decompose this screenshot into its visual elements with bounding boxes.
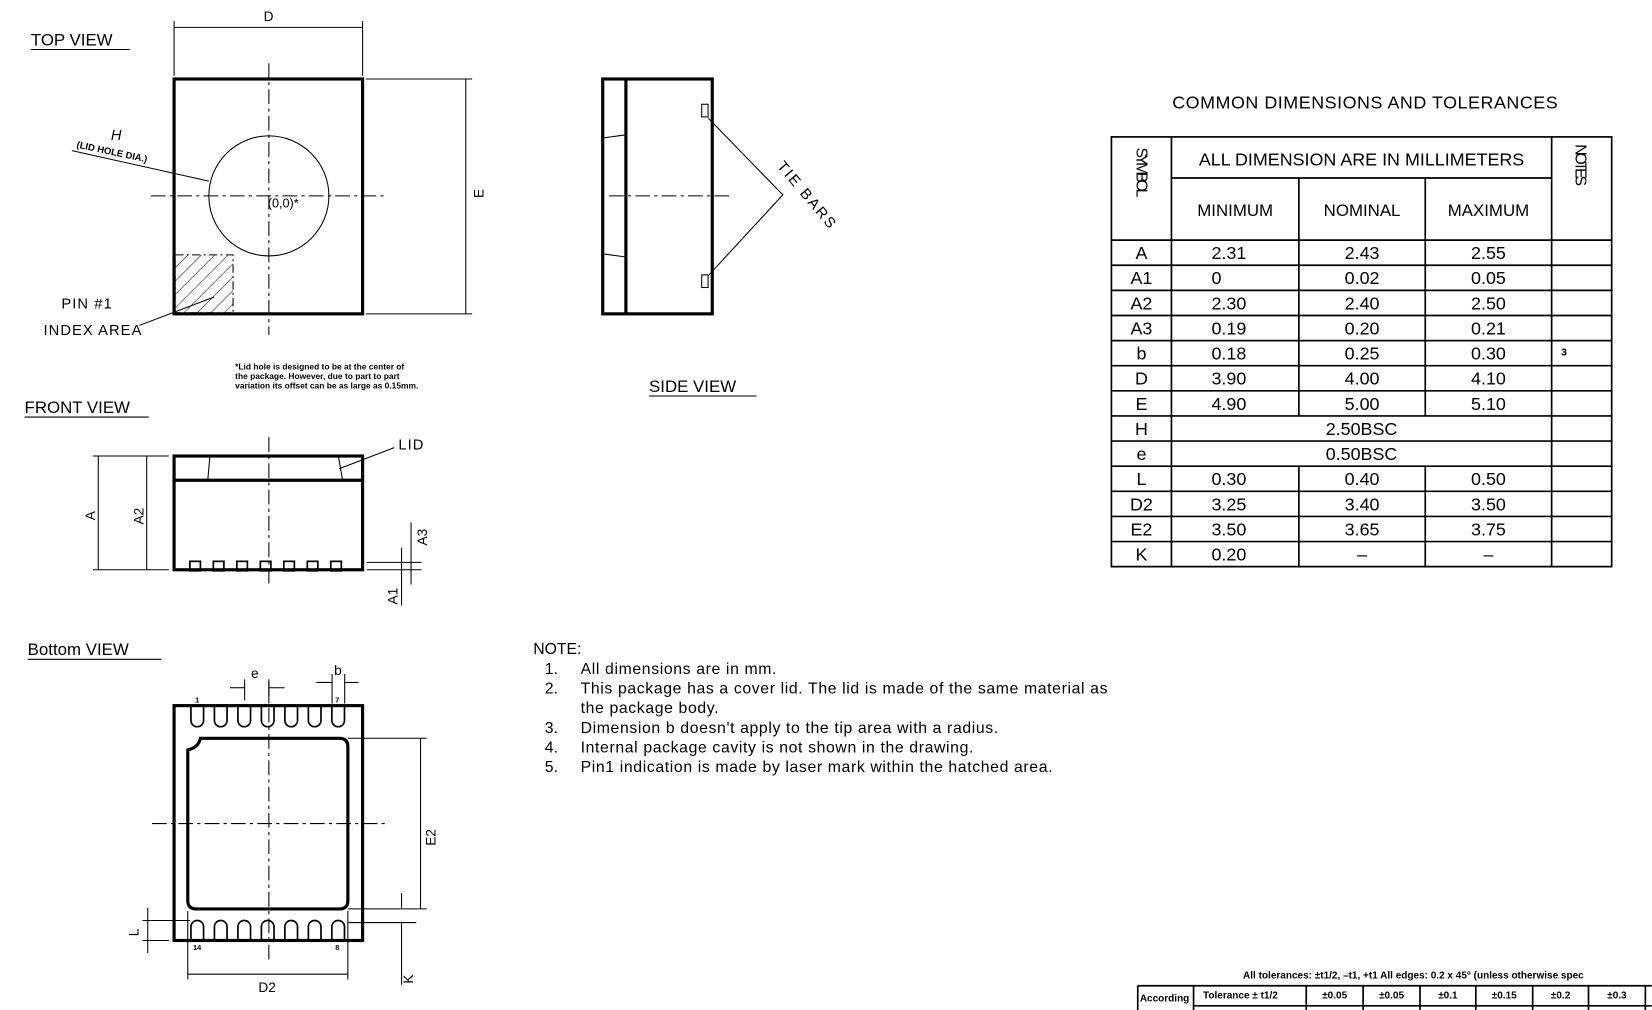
according-label: According [1139,993,1190,1005]
table-row [1111,265,1611,290]
min-cell: 0.18 [1211,343,1247,364]
lid-hole-footnote-1: *Lid hole is designed to be at the center of [235,361,405,372]
note-number: 4. [544,739,558,757]
nom-cell: 3.65 [1344,519,1380,540]
bottom-view-title: Bottom VIEW [27,640,129,660]
max-cell: 0.21 [1471,318,1506,339]
nom-cell: 0.20 [1344,318,1380,339]
lid-hole-footnote-2: the package. However, due to part to part [235,371,400,382]
nom-cell: 3.40 [1344,494,1380,515]
note-number: 1. [544,661,558,679]
bottom-view [28,640,439,995]
symbol-cell: e [1136,444,1147,465]
dim-e-pitch-label: e [250,666,259,682]
front-view-title: FRONT VIEW [24,397,130,417]
symbol-cell: K [1135,544,1148,565]
symbol-cell: D [1134,368,1148,389]
dim-e-label: E [471,188,487,198]
tolerance-value: ±0.05 [1322,990,1348,1002]
pin1-hatched-area [175,255,233,313]
nom-cell: – [1357,544,1368,565]
min-cell: 0.30 [1211,469,1247,490]
min-cell: 3.90 [1211,368,1247,389]
symbol-cell: A2 [1130,293,1153,314]
table-row [1111,290,1611,315]
table-row [1111,391,1611,416]
dim-k-label: K [401,974,417,984]
bottom-pad-bottom [214,920,227,939]
bottom-pad-top [191,707,204,727]
bottom-pad-top [238,707,251,727]
span-cell: 0.50BSC [1325,444,1398,465]
span-cell: 2.50BSC [1325,418,1398,439]
symbol-cell: D2 [1129,494,1153,515]
note-text: This package has a cover lid. The lid is made of the same material as [580,680,1109,698]
symbol-cell: L [1136,469,1147,490]
dim-a3-label: A3 [414,528,430,546]
dimensions-table-title: COMMON DIMENSIONS AND TOLERANCES [1172,92,1559,113]
bottom-pad-top [308,707,321,727]
table-row [1111,542,1611,567]
min-cell: 3.25 [1211,494,1247,515]
note-cell: 3 [1561,346,1567,359]
max-cell: 0.50 [1471,469,1506,490]
pin1-label: PIN #1 [61,296,113,313]
lid-label: LID [398,437,425,454]
top-view [31,9,487,391]
symbol-cell: H [1134,418,1148,439]
max-cell: 0.05 [1471,268,1506,289]
min-cell: 0.19 [1211,318,1247,339]
max-cell: 4.10 [1471,368,1506,389]
tolerance-value: ±0.05 [1379,990,1405,1002]
units-header: ALL DIMENSION ARE IN MILLIMETERS [1198,149,1525,170]
note-number: 5. [544,758,558,776]
notes-heading: NOTE: [533,641,582,659]
tolerance-block [1138,970,1652,1010]
tolerance-value: ±0.2 [1550,990,1571,1002]
column-header: MINIMUM [1197,200,1274,220]
nom-cell: 0.25 [1344,343,1380,364]
nom-cell: 0.40 [1344,469,1380,490]
lid-hole-dia-label: (LID HOLE DIA.) [75,139,149,166]
dim-e2-label: E2 [423,828,439,846]
note-text: Pin1 indication is made by laser mark within the hatched area. [580,758,1054,776]
min-cell: 2.31 [1211,243,1247,264]
note-text: Dimension b doesn't apply to the tip area with a radius. [580,719,999,737]
table-row [1111,444,1611,466]
pin-8-label: 8 [335,942,340,952]
max-cell: – [1483,544,1494,565]
dim-l-label: L [126,928,142,937]
bottom-view-pads [191,707,345,940]
nom-cell: 0.02 [1344,268,1380,289]
bottom-pad-top [214,707,227,727]
max-cell: 3.50 [1471,494,1506,515]
side-view [603,79,840,396]
symbol-header: SYMBOL [1132,147,1150,195]
bottom-pad-top [285,707,298,727]
min-cell: 0 [1211,268,1222,289]
note-number: 3. [544,719,558,737]
dim-h-label: H [110,128,122,145]
symbol-cell: A3 [1130,318,1153,339]
bottom-pad-bottom [191,920,204,939]
table-row [1111,240,1611,265]
nom-cell: 2.43 [1344,243,1380,264]
symbol-cell: A1 [1130,268,1153,289]
bottom-pad-bottom [332,920,345,939]
table-row [1111,466,1611,491]
lid-hole-footnote-3: variation its offset can be as large as 0.15mm. [235,380,419,391]
tolerance-value: ±0.1 [1438,990,1458,1002]
bottom-pad-bottom [308,920,321,939]
dim-d-label: D [263,9,274,25]
pin-7-label: 7 [335,695,340,705]
min-cell: 0.20 [1211,544,1247,565]
tolerance-value: ±0.3 [1607,990,1627,1002]
symbol-cell: E2 [1130,519,1153,540]
symbol-cell: E [1135,393,1148,414]
table-row [1111,315,1611,340]
front-view [25,398,430,606]
note-text: Internal package cavity is not shown in the drawing. [580,739,975,757]
table-row [1111,491,1611,516]
dim-a1-label: A1 [385,587,401,605]
max-cell: 2.50 [1471,293,1506,314]
dimensions-table [1111,92,1611,566]
dim-a2-label: A2 [131,507,147,525]
table-row [1111,366,1611,391]
min-cell: 2.30 [1211,293,1247,314]
min-cell: 3.50 [1211,519,1247,540]
max-cell: 3.75 [1471,519,1506,540]
dim-d2-label: D2 [258,980,276,996]
symbol-cell: b [1136,343,1147,364]
bottom-pad-bottom [261,920,274,939]
symbol-cell: A [1135,243,1148,264]
column-header: MAXIMUM [1447,200,1530,220]
tie-bar-top [702,104,708,117]
origin-label: (0,0)* [267,196,299,211]
note-number: 2. [544,680,558,698]
bottom-pad-bottom [238,920,251,939]
tie-bars-label: TIE BARS [773,158,840,234]
bottom-pad-top [332,707,345,727]
max-cell: 2.55 [1471,243,1506,264]
min-cell: 4.90 [1211,393,1247,414]
note-text: All dimensions are in mm. [580,661,778,679]
pin-1-label: 1 [195,695,200,705]
index-area-label: INDEX AREA [43,322,143,339]
tolerance-header: All tolerances: ±t1/2, –t1, +t1 All edges: 0.2 x 45° (unless otherwise spec [1243,970,1584,982]
notes-block [533,641,1108,776]
dim-a-label: A [83,511,99,521]
nom-cell: 5.00 [1344,393,1380,414]
pin-14-label: 14 [193,942,202,952]
max-cell: 0.30 [1471,343,1506,364]
nom-cell: 4.00 [1344,368,1380,389]
max-cell: 5.10 [1471,393,1506,414]
note-text: the package body. [580,700,720,718]
side-view-title: SIDE VIEW [649,376,737,396]
tolerance-row-label: Tolerance ± t1/2 [1203,990,1278,1002]
notes-header: NOTES [1571,144,1589,183]
table-row [1111,341,1611,366]
table-row [1111,516,1611,541]
column-header: NOMINAL [1323,200,1401,220]
table-row [1111,419,1611,441]
dim-b-label: b [334,663,342,679]
bottom-pad-bottom [285,920,298,939]
tie-bar-bottom [702,275,708,288]
tolerance-value: ±0.15 [1491,990,1517,1002]
top-view-title: TOP VIEW [30,30,113,50]
bottom-pad-top [261,707,274,727]
nom-cell: 2.40 [1344,293,1380,314]
